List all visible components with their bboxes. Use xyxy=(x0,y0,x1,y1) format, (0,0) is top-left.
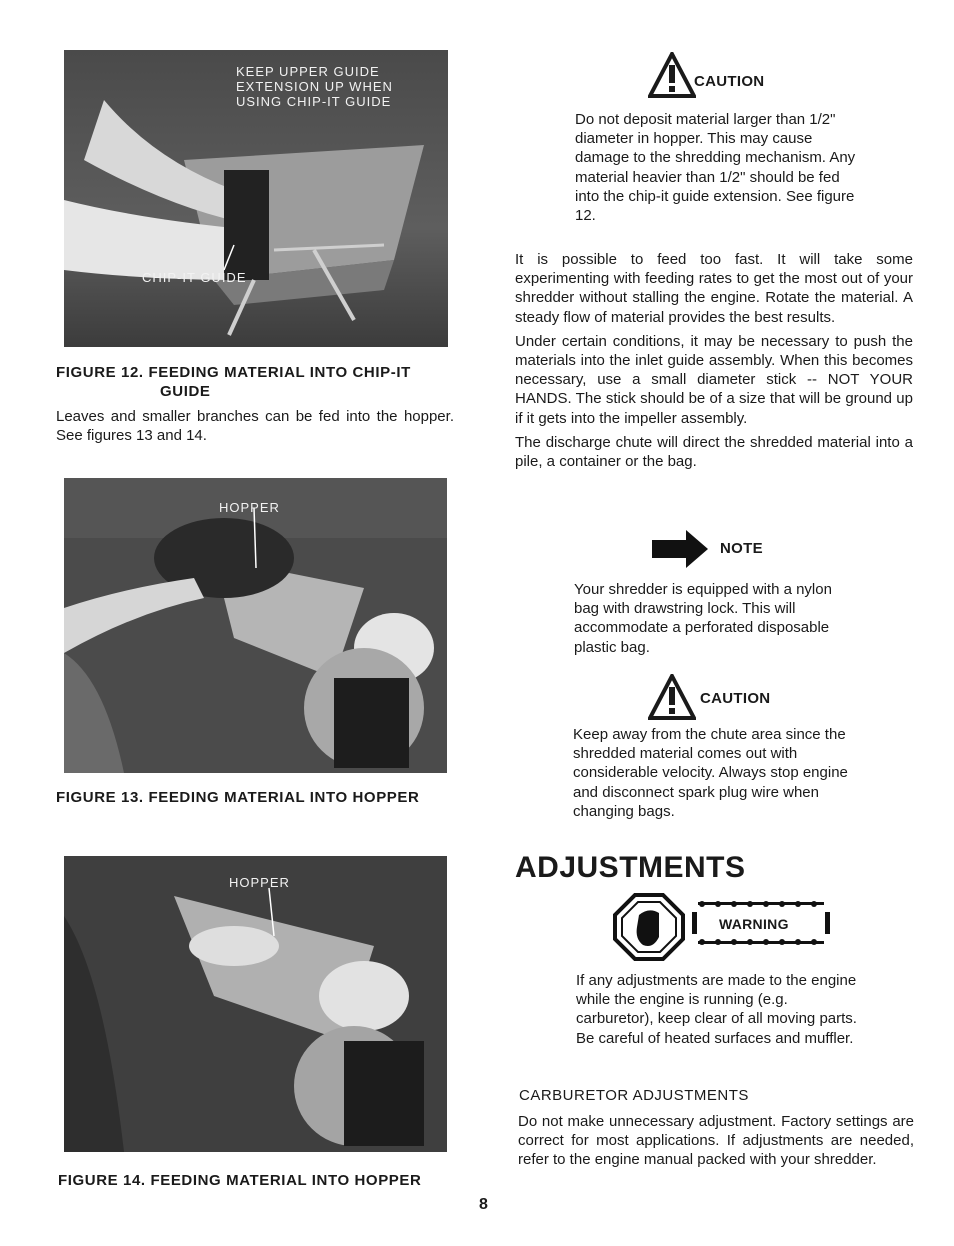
feeding-paragraphs xyxy=(515,250,913,476)
figure-12-photo xyxy=(64,50,448,347)
caption-line: GUIDE xyxy=(160,383,211,400)
caution-2-title: CAUTION xyxy=(700,690,771,707)
figure-12-bottom-label: CHIP-IT GUIDE xyxy=(142,270,247,285)
warning-text: If any adjustments are made to the engine while the engine is running (e.g. carburetor), keep clear of all moving parts. Be careful of heated surfaces and muffler. xyxy=(576,972,857,1047)
figure-14-caption: FIGURE 14. FEEDING MATERIAL INTO HOPPER xyxy=(58,1172,422,1189)
page-number: 8 xyxy=(479,1196,488,1213)
caution-triangle-icon xyxy=(648,674,696,720)
figure-13-photo xyxy=(64,478,447,773)
figure-12-top-label xyxy=(236,64,393,109)
figure-14-label: HOPPER xyxy=(229,875,290,890)
figure-13-caption: FIGURE 13. FEEDING MATERIAL INTO HOPPER xyxy=(56,789,420,806)
figure-14-photo xyxy=(64,856,447,1152)
figure-13-illustration xyxy=(64,478,447,773)
figure-13-label: HOPPER xyxy=(219,500,280,515)
leaves-paragraph: Leaves and smaller branches can be fed into the hopper. See figures 13 and 14. xyxy=(56,408,454,445)
figure-12-caption xyxy=(56,363,411,401)
caution-1-text: Do not deposit material larger than 1/2" diameter in hopper. This may cause damage to the shredding mechanism. Any material heavier than 1/2" should be fed into the chip-it guide extension. See figure 12. xyxy=(575,111,856,225)
caption-line: FIGURE 12. FEEDING MATERIAL INTO CHIP-IT xyxy=(56,364,411,381)
carburetor-text: Do not make unnecessary adjustment. Factory settings are correct for most applications. If adjustments are needed, refer to the engine manual packed with your shredder. xyxy=(518,1113,914,1169)
label-line: USING CHIP-IT GUIDE xyxy=(236,94,392,109)
paragraph-push-stick: Under certain conditions, it may be necessary to push the materials into the inlet guide assembly. When this becomes necessary, use a small diameter stick -- NOT YOUR HANDS. The stick should be of a size that will be ground up if it gets into the impeller assembly. xyxy=(515,332,913,427)
caution-triangle-icon xyxy=(648,52,696,98)
caution-2-text: Keep away from the chute area since the shredded material comes out with considerable velocity. Always stop engine and disconnect spark plug wire when changing bags. xyxy=(573,726,848,820)
caution-1-title: CAUTION xyxy=(694,73,765,90)
note-arrow-icon xyxy=(652,530,708,568)
warning-label: WARNING xyxy=(719,916,789,932)
label-line: EXTENSION UP WHEN xyxy=(236,79,393,94)
carburetor-heading: CARBURETOR ADJUSTMENTS xyxy=(519,1087,749,1104)
adjustments-title: ADJUSTMENTS xyxy=(515,851,746,884)
paragraph-feed-rate: It is possible to feed too fast. It will take some experimenting with feeding rates to get the most out of your shredder without stalling the engine. Rotate the material. A steady flow of material provides the best results. xyxy=(515,251,913,326)
label-line: KEEP UPPER GUIDE xyxy=(236,64,380,79)
figure-14-illustration xyxy=(64,856,447,1152)
note-text: Your shredder is equipped with a nylon bag with drawstring lock. This will accommodate a perforated disposable plastic bag. xyxy=(574,581,832,656)
stop-hand-icon xyxy=(613,893,685,961)
note-title: NOTE xyxy=(720,540,763,557)
paragraph-discharge: The discharge chute will direct the shredded material into a pile, a container or the bag. xyxy=(515,433,913,471)
